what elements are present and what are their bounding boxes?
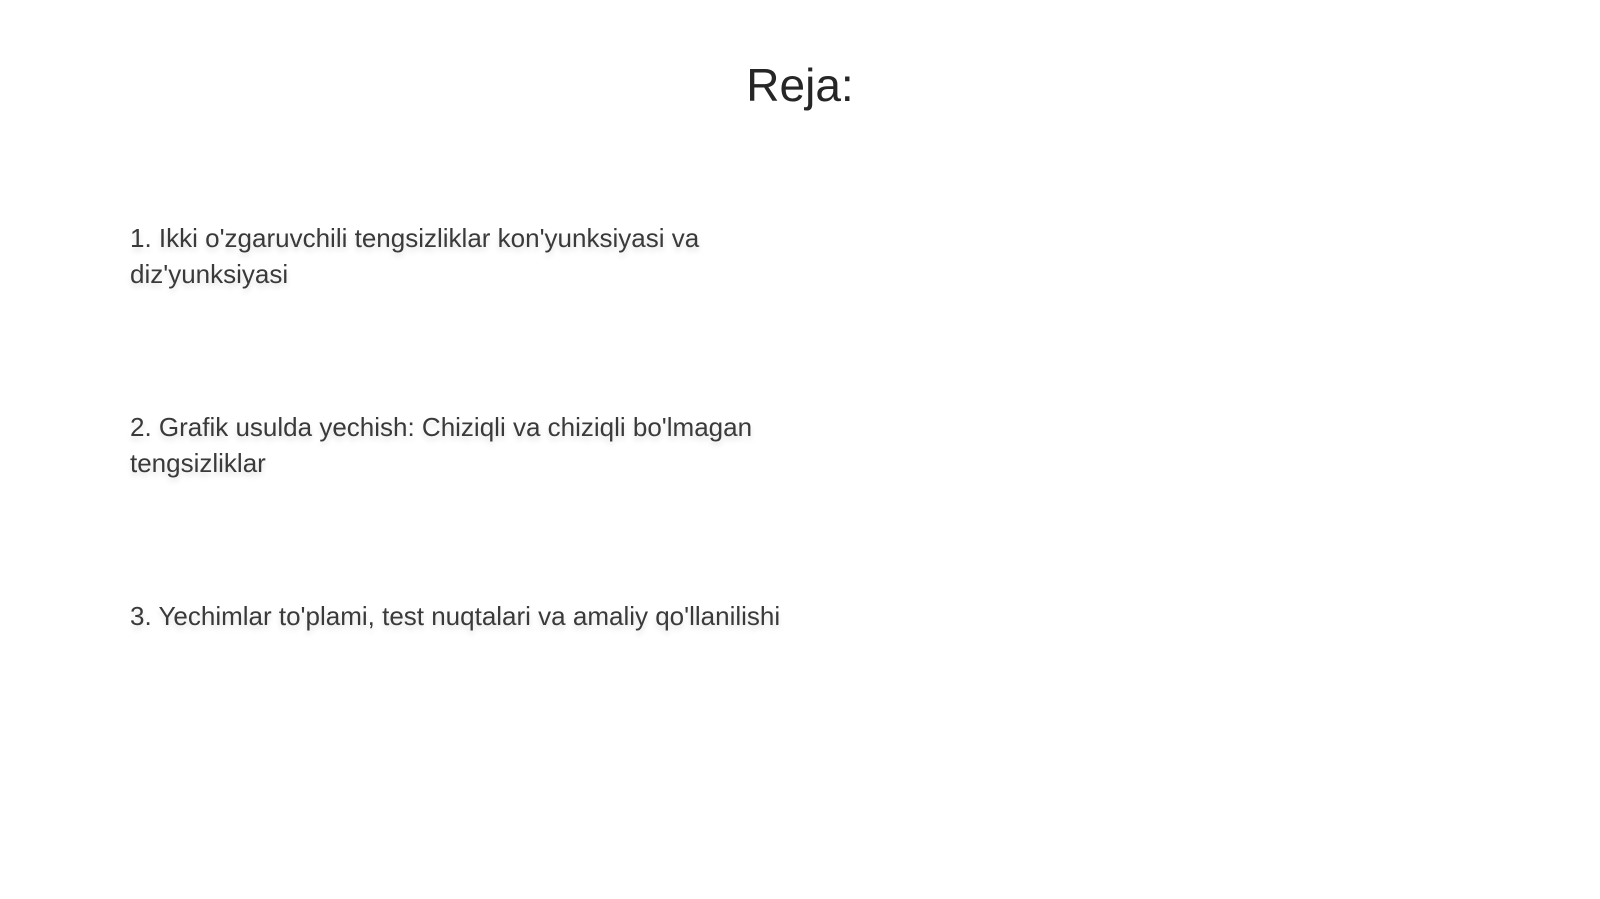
plan-item-2: 2. Grafik usulda yechish: Chiziqli va chiziqli bo'lmagan tengsizliklar — [130, 412, 753, 478]
slide-title: Reja: — [746, 59, 854, 111]
plan-item-1: 1. Ikki o'zgaruvchili tengsizliklar kon'yunksiyasi va diz'yunksiyasi — [130, 223, 700, 289]
plan-item-3: 3. Yechimlar to'plami, test nuqtalari va amaliy qo'llanilishi — [130, 601, 781, 631]
